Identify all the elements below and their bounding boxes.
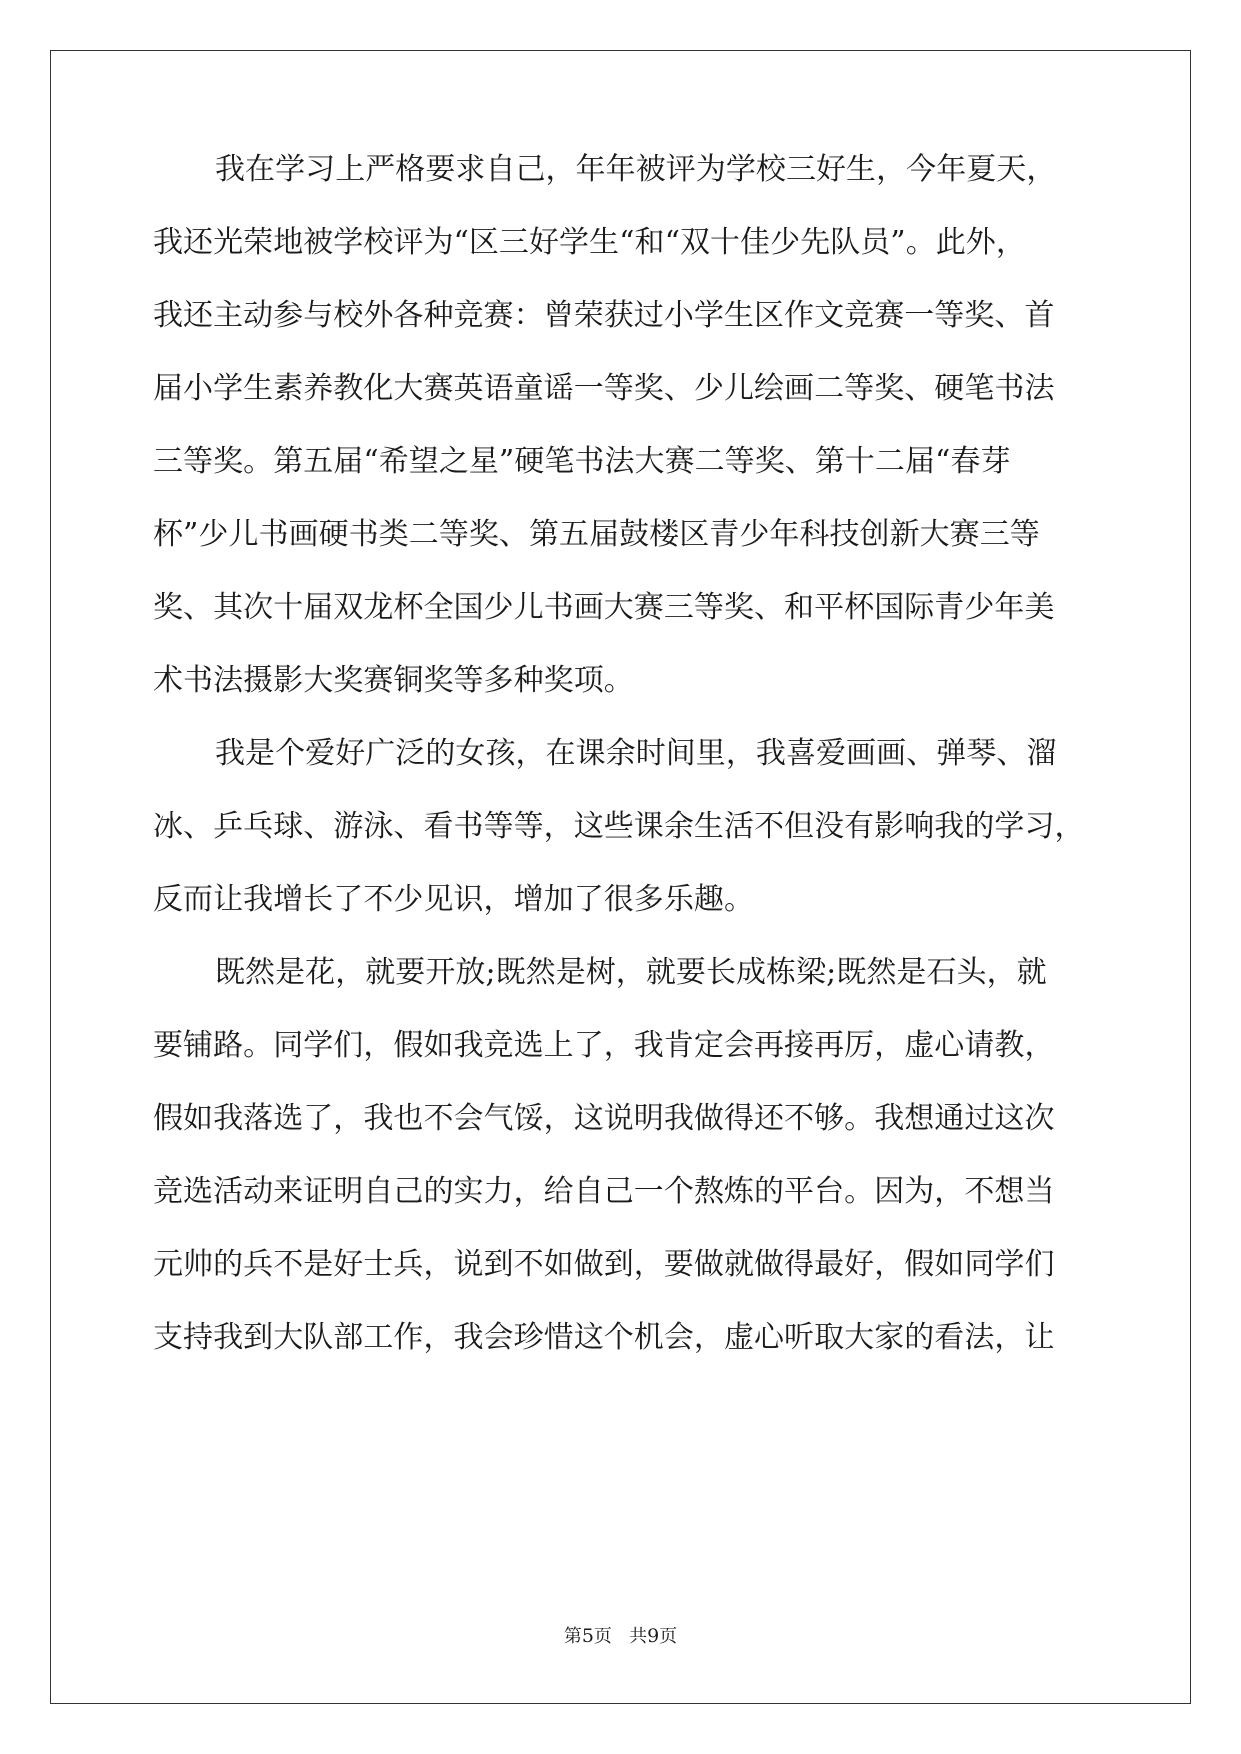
text-line: 我还主动参与校外各种竞赛：曾荣获过小学生区作文竞赛一等奖、首	[153, 298, 1055, 333]
text-line: 届小学生素养教化大赛英语童谣一等奖、少儿绘画二等奖、硬笔书法	[153, 371, 1055, 406]
text-line: 支持我到大队部工作，我会珍惜这个机会，虚心听取大家的看法，让	[153, 1320, 1055, 1355]
text-line: 术书法摄影大奖赛铜奖等多种奖项。	[153, 663, 634, 698]
text-line: 我是个爱好广泛的女孩，在课余时间里，我喜爱画画、弹琴、溜	[215, 736, 1057, 771]
text-line: 奖、其次十届双龙杯全国少儿书画大赛三等奖、和平杯国际青少年美	[153, 590, 1055, 625]
text-line: 我在学习上严格要求自己，年年被评为学校三好生，今年夏天，	[215, 152, 1057, 187]
text-line: 既然是花，就要开放;既然是树，就要长成栋梁;既然是石头，就	[215, 955, 1047, 990]
text-line: 我还光荣地被学校评为“区三好学生“和“双十佳少先队员”。此外，	[153, 225, 1026, 260]
text-line: 竞选活动来证明自己的实力，给自己一个熬炼的平台。因为，不想当	[153, 1174, 1055, 1209]
text-line: 要铺路。同学们，假如我竞选上了，我肯定会再接再厉，虚心请教，	[153, 1028, 1055, 1063]
text-line: 三等奖。第五届“希望之星”硬笔书法大赛二等奖、第十二届“春芽	[153, 444, 1011, 479]
text-line: 元帅的兵不是好士兵，说到不如做到，要做就做得最好，假如同学们	[153, 1247, 1055, 1282]
text-line: 反而让我增长了不少见识，增加了很多乐趣。	[153, 882, 754, 917]
page-total: 9	[647, 1625, 660, 1647]
text-line: 杯”少儿书画硬书类二等奖、第五届鼓楼区青少年科技创新大赛三等	[153, 517, 1040, 552]
text-line: 冰、乒乓球、游泳、看书等等，这些课余生活不但没有影响我的学习，	[153, 809, 1085, 844]
total-prefix: 共	[629, 1626, 648, 1647]
page-current: 5	[581, 1625, 594, 1647]
page-footer	[0, 1624, 1241, 1649]
text-line: 假如我落选了，我也不会气馁，这说明我做得还不够。我想通过这次	[153, 1101, 1055, 1136]
page-prefix: 第	[563, 1626, 582, 1647]
page-suffix: 页	[593, 1626, 612, 1647]
total-suffix: 页	[659, 1626, 678, 1647]
